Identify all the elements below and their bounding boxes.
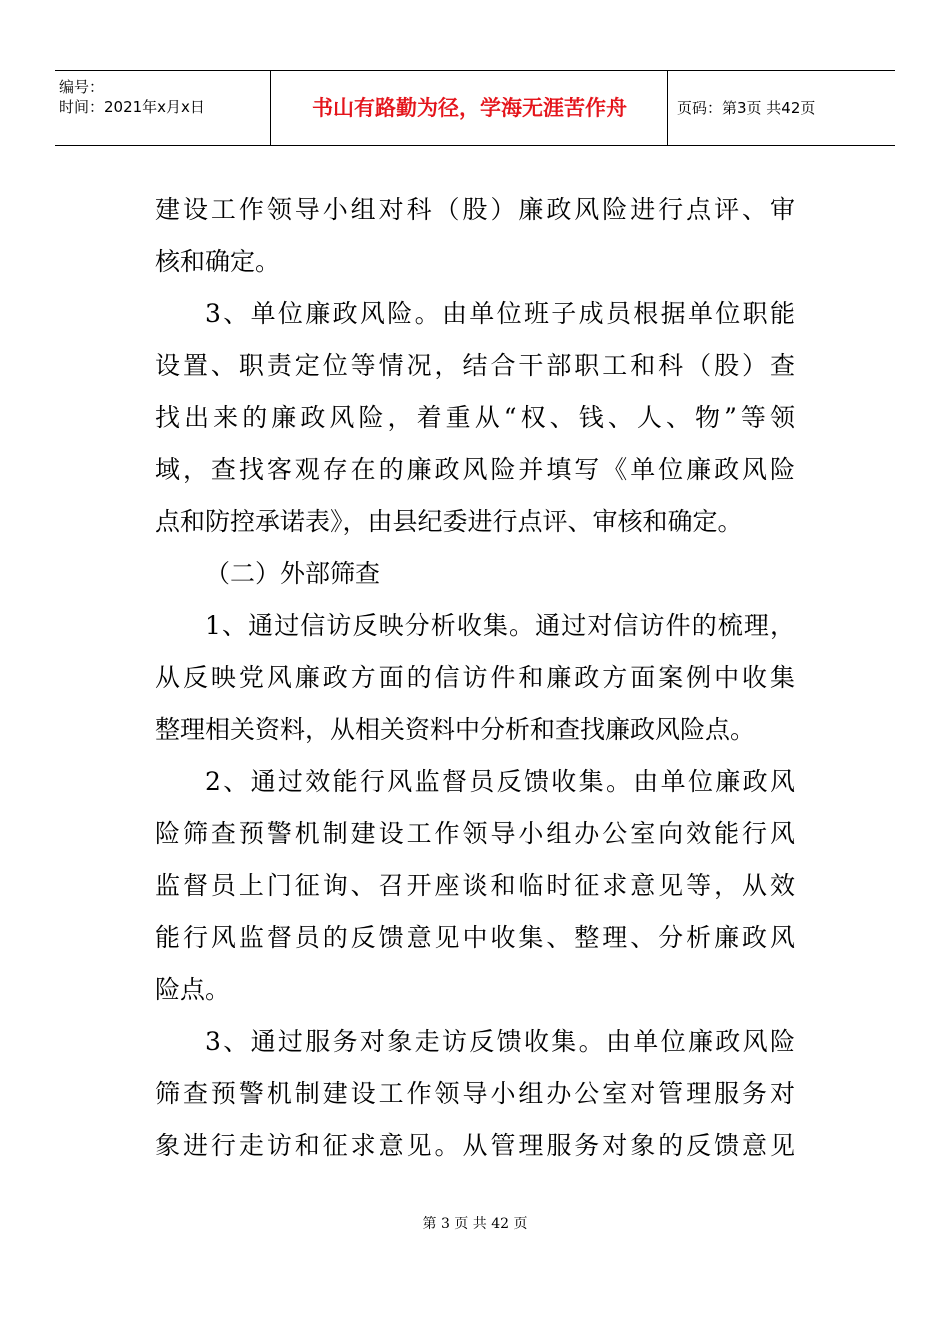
header-meta	[55, 71, 270, 145]
body-line: 筛查预警机制建设工作领导小组办公室对管理服务对	[155, 1079, 795, 1108]
section-heading: （二）外部筛查	[205, 559, 381, 588]
body-line: 找出来的廉政风险，着重从“权、钱、人、物”等领	[155, 403, 795, 432]
body-line: 监督员上门征询、召开座谈和临时征求意见等，从效	[155, 871, 795, 900]
document-number-label: 编号：	[59, 78, 105, 96]
body-line: 从反映党风廉政方面的信访件和廉政方面案例中收集	[155, 663, 795, 692]
body-line: 设置、职责定位等情况，结合干部职工和科（股）查	[155, 351, 795, 380]
body-line: 核和确定。	[155, 247, 281, 276]
document-body	[155, 184, 795, 1172]
body-line: 域，查找客观存在的廉政风险并填写《单位廉政风险	[155, 455, 795, 484]
document-time-label: 时间：2021年x月x日	[59, 98, 205, 116]
body-line: 建设工作领导小组对科（股）廉政风险进行点评、审	[155, 195, 795, 224]
body-line: 1、通过信访反映分析收集。通过对信访件的梳理，	[205, 611, 795, 640]
page-footer: 第 3 页 共 42 页	[422, 1216, 528, 1232]
body-line: 2、通过效能行风监督员反馈收集。由单位廉政风	[205, 767, 795, 796]
body-line: 能行风监督员的反馈意见中收集、整理、分析廉政风	[155, 923, 795, 952]
body-line: 险筛查预警机制建设工作领导小组办公室向效能行风	[155, 819, 795, 848]
body-line: 险点。	[155, 975, 231, 1004]
body-line: 3、通过服务对象走访反馈收集。由单位廉政风险	[205, 1027, 795, 1056]
body-line: 点和防控承诺表》，由县纪委进行点评、审核和确定。	[155, 507, 743, 536]
page-header	[55, 70, 895, 146]
header-page-number: 页码：第3页 共42页	[677, 99, 816, 117]
body-line: 象进行走访和征求意见。从管理服务对象的反馈意见	[155, 1131, 795, 1160]
body-line: 3、单位廉政风险。由单位班子成员根据单位职能	[205, 299, 795, 328]
header-motto: 书山有路勤为径，学海无涯苦作舟	[312, 96, 627, 120]
header-divider	[270, 71, 271, 145]
body-line: 整理相关资料，从相关资料中分析和查找廉政风险点。	[155, 715, 756, 744]
header-divider	[667, 71, 668, 145]
